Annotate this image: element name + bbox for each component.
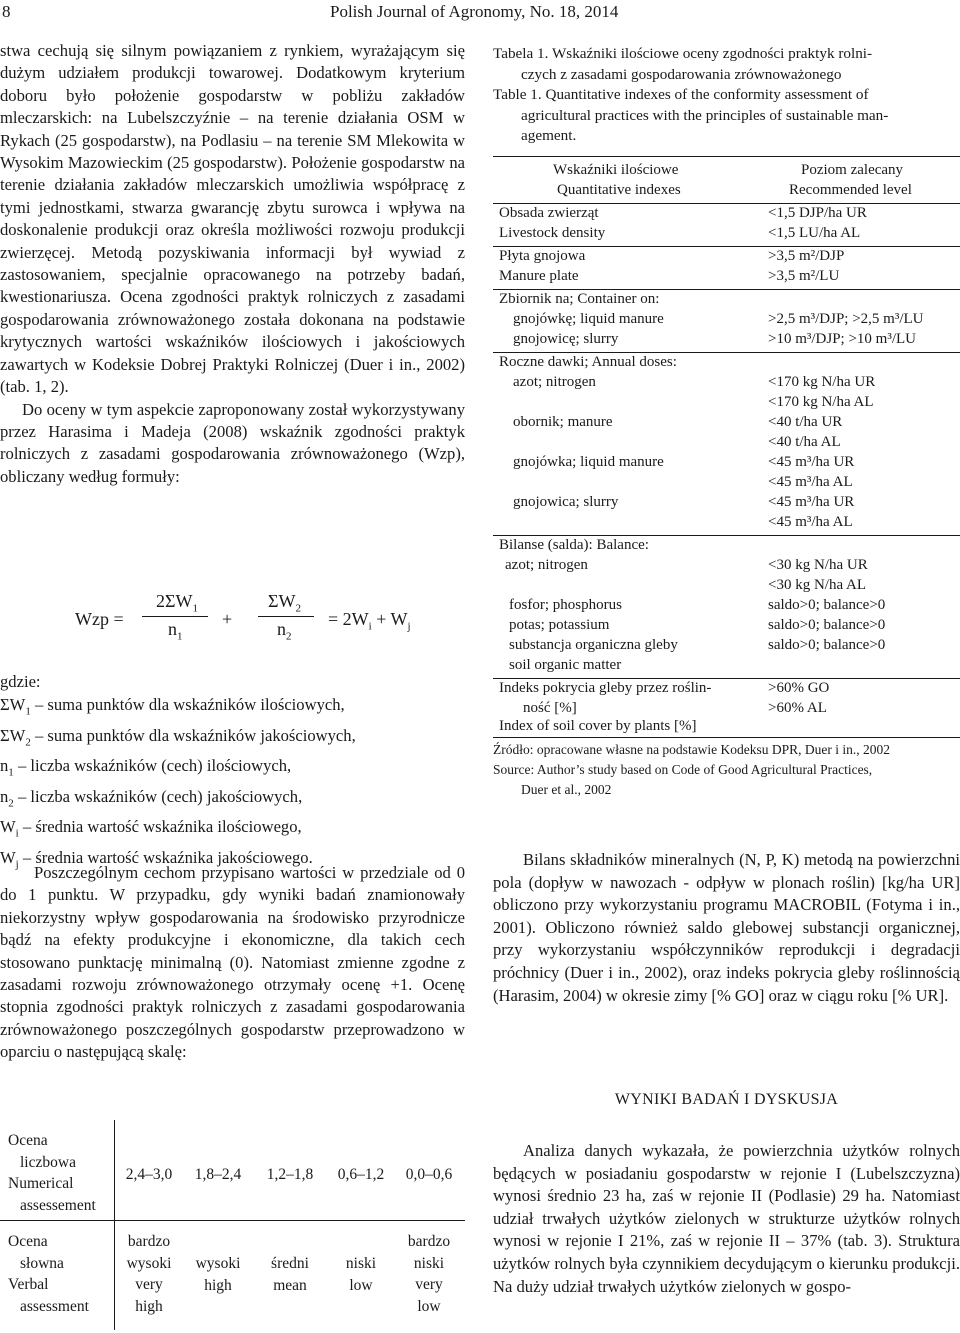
table-cell: <45 m³/ha AL [768,474,853,490]
right-column-text-2 [493,1140,960,1298]
table-cell: azot; nitrogen [513,374,596,390]
table-cell: Obsada zwierząt [499,205,599,221]
table-cell: gnojówkę; liquid manure [513,311,664,327]
table-cell: Bilanse (salda): Balance: [499,537,649,553]
table-rule [0,1220,465,1221]
table-cell: gnojówka; liquid manure [513,454,664,470]
table-header: Quantitative indexes [557,182,681,198]
left-column-text [0,40,465,488]
right-column-text [493,849,960,1007]
table-cell: >3,5 m²/LU [768,268,840,284]
table-rule [493,156,960,157]
table1-caption [493,44,960,147]
table-rule [493,535,960,536]
table-rule [493,737,960,738]
table-rule [493,289,960,290]
scale-value: 0,0–0,6 [405,1166,453,1183]
scale-value: 2,4–3,0 [125,1166,173,1183]
table-cell: >3,5 m²/DJP [768,248,845,264]
table-cell: >60% AL [768,700,827,716]
table-cell: Płyta gnojowa [499,248,586,264]
fraction-bar [142,616,208,617]
table-cell: gnojowica; slurry [513,494,619,510]
table-cell: Indeks pokrycia gleby przez roślin- [499,680,712,696]
journal-title: Polish Journal of Agronomy, No. 18, 2014 [330,2,619,21]
table-cell: >60% GO [768,680,830,696]
scale-value: bardzo wysoki very high [126,1233,172,1315]
page-number: 8 [2,2,11,21]
table-cell: <40 t/ha AL [768,434,841,450]
table-cell: saldo>0; balance>0 [768,597,886,613]
table-cell: <45 m³/ha UR [768,454,855,470]
paragraph: stwa cechują się silnym powiązaniem z rynkiem, wyrażającym się dużym udziałem produkcji towarowej. Dodatkowym kryterium doboru było położenie gospodarstw w pobliżu zakładów mleczarskich: na Lubelszczyźnie – na terenie działania OSM w Rykach (25 gospodarstw), na Podlasiu – na terenie SM Mlekowita w Wysokim Mazowieckim (25 gospodarstw). Położenie gospodarstw na terenie działania zakładów mleczarskich umożliwia współpracę z tymi jednostkami, stwarza gwarancję zbytu surowca i wpływa na doskonalenie produkcji oraz określa możliwości rozwoju produkcji zwierzęcej. Metodą pozyskiwania informacji był wywiad z zastosowaniem, specjalnie opracowanego na potrzeby badań, kwestionariusza. Ocena zgodności praktyk rolniczych z zasadami gospodarowania zrównoważonego została dokonana na podstawie krytycznych wartości wskaźników ilościowych i jakościowych zawartych w Kodeksie Dobrej Praktyki Rolniczej (Duer i in., 2002) (tab. 1, 2). [0,41,465,397]
table-cell: <1,5 DJP/ha UR [768,205,867,221]
scale-value: 1,2–1,8 [266,1166,314,1183]
table-cell: azot; nitrogen [505,557,588,573]
table-cell: <1,5 LU/ha AL [768,225,861,241]
source-line: Source: Author’s study based on Code of Good Agricultural Practices, [493,762,873,777]
table-rule [114,1120,115,1330]
caption-line: Tabela 1. Wskaźniki ilościowe oceny zgodności praktyk rolni- [493,45,873,62]
paragraph: Bilans składników mineralnych (N, P, K) metodą na powierzchni pola (dopływ w nawozach - odpływ w plonach roślin) [kg/ha UR] obliczono przy wykorzystaniu programu MACROBIL (Fotyma i in., 2001). Obliczono również saldo glebowej substancji organicznej, przy wykorzystaniu współczynników reprodukcji i degradacji próchnicy (Duer i in., 2002), oraz indeks pokrycia gleby roślinnością (Harasim, 2004) w okresie zimy [% GO] oraz w ciągu roku [% UR]. [493,850,960,1005]
scale-value: średni mean [271,1255,309,1294]
table-cell: <45 m³/ha AL [768,514,853,530]
table-rule [493,352,960,353]
table-cell: <40 t/ha UR [768,414,843,430]
table-cell: obornik; manure [513,414,613,430]
table-cell: <170 kg N/ha UR [768,374,876,390]
table-rule [493,203,960,204]
definition-row: $n_1$ – liczba wskaźników (cech) ilościowych, [0,756,292,779]
table-cell: potas; potassium [509,617,610,633]
table-cell: Roczne dawki; Annual doses: [499,354,677,370]
formula-rhs: = $2W_i + W_j$ [328,609,411,633]
caption-line: agement. [521,127,577,145]
table-cell: Livestock density [499,225,606,241]
scale-value: wysoki high [195,1255,241,1294]
formula-definitions [0,670,465,876]
table-header: Poziom zalecany [801,162,904,178]
source-line: Duer et al., 2002 [521,782,612,797]
formula-num2: $\Sigma W_2$ [268,591,301,615]
table-cell: >2,5 m³/DJP; >2,5 m³/LU [768,311,924,327]
scale-value: niski low [345,1255,377,1294]
table-header: Recommended level [789,182,912,198]
scale-row-label: Ocena słowna Verbal assessment [8,1233,89,1315]
table-cell: <170 kg N/ha AL [768,394,874,410]
definition-row: $\Sigma W_2$ – suma punktów dla wskaźników jakościowych, [0,725,356,749]
table-cell: <30 kg N/ha AL [768,577,867,593]
definition-row: $W_i$ – średnia wartość wskaźnika ilościowego, [0,817,302,840]
scale-value: 0,6–1,2 [337,1166,385,1183]
paragraph: Analiza danych wykazała, że powierzchnia użytków rolnych będących w posiadaniu gospodarstw w rejonie I (Lubelszczyzna) wynosi średnio 23 ha, zaś w rejonie II (Podlasie) 29 ha. Natomiast udział trwałych użytków zielonych w strukturze użytków rolnych wynosi w rejonie I 21%, zaś w rejonie II – 37% (tab. 3). Struktura użytków rolnych była czynnikiem decydującym o kierunku produkcji. Na duży udział trwałych użytków zielonych w gospo- [493,1141,960,1296]
formula-lhs: Wzp = [75,609,124,629]
caption-line: agricultural practices with the principles of sustainable man- [521,106,889,124]
caption-line: Table 1. Quantitative indexes of the conformity assessment of [493,86,869,104]
table-rule [493,246,960,247]
table-cell: gnojowicę; slurry [513,331,619,347]
definition-row: $n_2$ – liczba wskaźników (cech) jakościowych, [0,786,303,810]
table-cell: Index of soil cover by plants [%] [499,718,697,734]
table-cell: substancja organiczna gleby [509,637,678,653]
table-cell: fosfor; phosphorus [509,597,622,613]
formula-num1: $2\Sigma W_1$ [156,591,198,615]
table-header: Wskaźniki ilościowe [553,162,679,178]
formula-den2: $n_2$ [277,619,292,643]
caption-line: czych z zasadami gospodarowania zrównoważonego [521,65,842,83]
table-cell: >10 m³/DJP; >10 m³/LU [768,331,917,347]
paragraph: Poszczególnym cechom przypisano wartości w przedziale od 0 do 1 punktu. W przypadku, gdy wyniki badań znamionowały niekorzystny wpływ gospodarowania na środowisko przyrodnicze bądź na efekty produkcyjne i ekonomiczne, dla takich cech stosowano punktację minimalną (0). Natomiast zmienne zgodne z zasadami rozwoju zrównoważonego otrzymały ocenę +1. Ocenę stopnia zgodności praktyk rolniczych z zasadami gospodarowania zrównoważonego poszczególnych gospodarstw przeprowadzono w oparciu o następującą skalę: [0,863,465,1062]
paragraph: Do oceny w tym aspekcie zaproponowany został wykorzystywany przez Harasima i Madeja (2008) wskaźnik zgodności praktyk rolniczych z zasadami gospodarowania zrównoważonego (Wzp), obliczany według formuły: [0,399,465,486]
table-cell: <45 m³/ha UR [768,494,855,510]
section-heading: WYNIKI BADAŃ I DYSKUSJA [614,1091,839,1108]
table-cell: soil organic matter [509,657,622,673]
table-cell: Manure plate [499,268,579,284]
left-column-text-2 [0,862,465,1064]
assessment-scale-table [0,1120,465,1330]
scale-value: 1,8–2,4 [194,1166,242,1183]
table1 [493,156,960,736]
table-cell: Zbiornik na; Container on: [499,291,660,307]
gdzie-label: gdzie: [0,672,41,691]
definition-row: $W_j$ – średnia wartość wskaźnika jakościowego. [0,847,313,871]
definition-row: $\Sigma W_1$ – suma punktów dla wskaźników ilościowych, [0,695,345,718]
scale-value: bardzo niski very low [407,1233,451,1315]
formula-den1: $n_1$ [168,619,183,643]
formula-plus: + [222,609,233,629]
scale-row-label: Ocena liczbowa Numerical assessement [8,1132,96,1214]
table1-source [493,740,960,800]
table-cell: <30 kg N/ha UR [768,557,868,573]
table-cell: saldo>0; balance>0 [768,637,886,653]
table-rule [493,678,960,679]
table-cell: ność [%] [523,700,577,716]
fraction-bar [258,616,314,617]
source-line: Źródło: opracowane własne na podstawie Kodeksu DPR, Duer i in., 2002 [493,742,891,757]
table-cell: saldo>0; balance>0 [768,617,886,633]
wzp-formula [0,585,465,645]
